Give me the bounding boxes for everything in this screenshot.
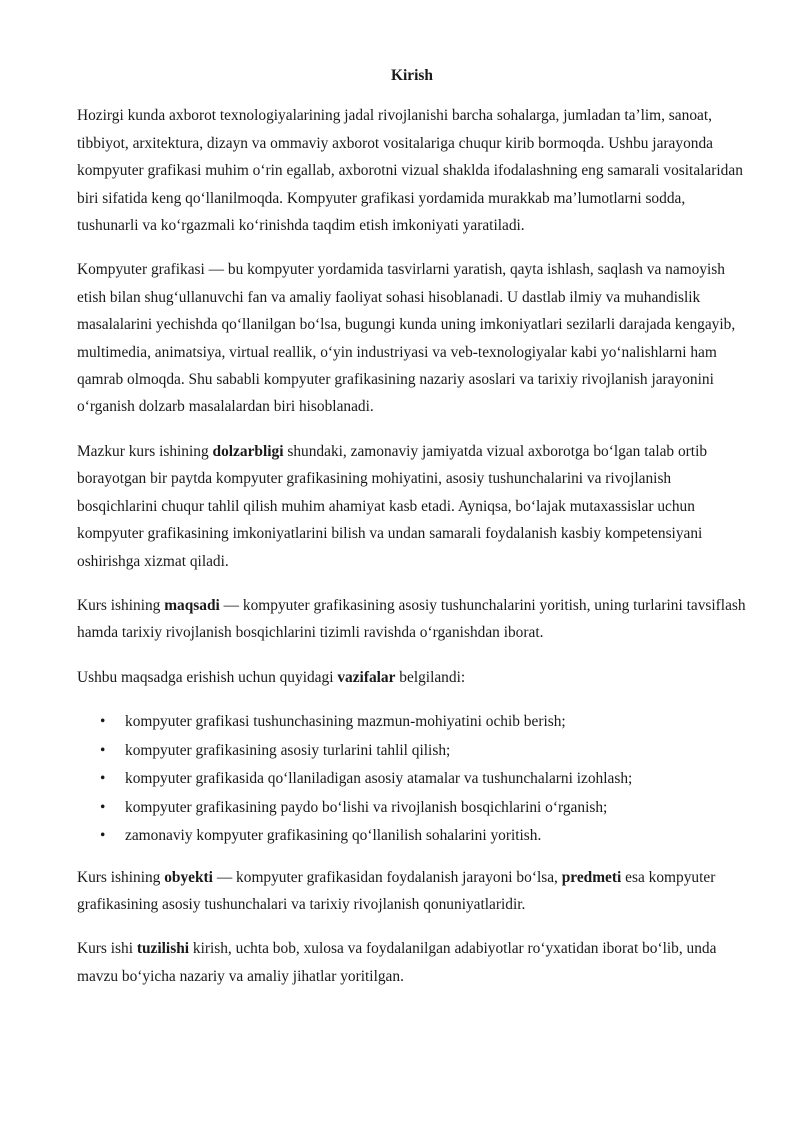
list-item-text: kompyuter grafikasining asosiy turlarini tahlil qilish; [125, 741, 451, 759]
object-text-before: Kurs ishining [77, 868, 165, 886]
list-item [77, 794, 747, 823]
structure-text-after: kirish, uchta bob, xulosa va foydalanilgan adabiyotlar roʻyxatidan iborat boʻlib, unda mavzu boʻyicha nazariy va amaliy jihatlar yoritilgan. [77, 940, 717, 985]
goal-text-before: Kurs ishining [77, 596, 165, 614]
bullet-icon: • [100, 798, 106, 816]
list-item-text: zamonaviy kompyuter grafikasining qoʻllanilish sohalarini yoritish. [125, 827, 542, 845]
list-item-text: kompyuter grafikasi tushunchasining mazmun-mohiyatini ochib berish; [125, 713, 566, 731]
paragraph-tasks-intro [77, 664, 747, 691]
list-item [77, 765, 747, 794]
bullet-icon: • [100, 770, 106, 788]
paragraph-goal [77, 592, 747, 647]
relevance-text-after: shundaki, zamonaviy jamiyatda vizual axborotga boʻlgan talab ortib borayotgan bir paytda kompyuter grafikasining mohiyatini, asosiy tushunchalarini va rivojlanish bosqichlarini chuqur tahlil qilish muhim ahamiyat kasb etadi. Ayniqsa, boʻlajak mutaxassislar uchun kompyuter grafikasining imkoniyatlarini bilish va undan samarali foydalanish kasbiy kompetensiyani oshirishga xizmat qiladi. [77, 442, 708, 570]
relevance-keyword: dolzarbligi [212, 442, 284, 460]
object-text-middle: — kompyuter grafikasidan foydalanish jarayoni boʻlsa, [212, 868, 562, 886]
bullet-icon: • [100, 713, 106, 731]
bullet-icon: • [100, 827, 106, 845]
paragraph-object-subject [77, 864, 747, 919]
object-keyword: obyekti [164, 868, 213, 886]
list-item-text: kompyuter grafikasida qoʻllaniladigan asosiy atamalar va tushunchalarni izohlash; [125, 770, 633, 788]
goal-text-after: — kompyuter grafikasining asosiy tushunchalarini yoritish, uning turlarini tavsiflash hamda tarixiy rivojlanish bosqichlarini tizimli ravishda oʻrganishdan iborat. [77, 596, 746, 642]
list-item [77, 708, 747, 737]
goal-keyword: maqsadi [164, 596, 220, 614]
subject-keyword: predmeti [561, 868, 622, 886]
paragraph-structure [77, 935, 747, 990]
tasks-intro-before: Ushbu maqsadga erishish uchun quyidagi [77, 668, 338, 686]
structure-keyword: tuzilishi [136, 940, 190, 958]
paragraph-intro: Hozirgi kunda axborot texnologiyalarining jadal rivojlanishi barcha sohalarga, jumladan ta’lim, sanoat, tibbiyot, arxitektura, dizayn va ommaviy axborot vositalariga chuqur kirib bormoqda. Ushbu jarayonda kompyuter grafikasi muhim oʻrin egallab, axborotni vizual shaklda ifodalashning eng samarali vositalaridan biri sifatida keng qoʻllanilmoqda. Kompyuter grafikasi yordamida murakkab ma’lumotlarni sodda, tushunarli va koʻrgazmali koʻrinishda taqdim etish imkoniyati yaratiladi. [77, 107, 743, 235]
structure-text-before: Kurs ishi [77, 940, 137, 958]
list-item [77, 737, 747, 766]
page-title: Kirish [391, 67, 433, 84]
bullet-icon: • [100, 741, 106, 759]
tasks-list [77, 708, 747, 851]
relevance-text-before: Mazkur kurs ishining [77, 442, 213, 460]
list-item-text: kompyuter grafikasining paydo boʻlishi va rivojlanish bosqichlarini oʻrganish; [125, 798, 608, 816]
paragraph-relevance [77, 438, 747, 575]
tasks-keyword: vazifalar [337, 668, 396, 686]
list-item [77, 822, 747, 851]
tasks-intro-after: belgilandi: [395, 668, 466, 686]
paragraph-definition: Kompyuter grafikasi — bu kompyuter yordamida tasvirlarni yaratish, qayta ishlash, saqlash va namoyish etish bilan shugʻullanuvchi fan va amaliy faoliyat sohasi hisoblanadi. U dastlab ilmiy va muhandislik masalalarini yechishda qoʻllanilgan boʻlsa, bugungi kunda uning imkoniyatlari sezilarli darajada kengayib, multimedia, animatsiya, virtual reallik, oʻyin industriyasi va veb-texnologiyalar kabi yoʻnalishlarni ham qamrab olmoqda. Shu sababli kompyuter grafikasining nazariy asoslari va tarixiy rivojlanish jarayonini oʻrganish dolzarb masalalardan biri hisoblanadi. [77, 261, 736, 416]
subject-text-after: esa kompyuter grafikasining asosiy tushunchalari va tarixiy rivojlanish qonuniyatlaridir. [77, 868, 716, 914]
document-body [77, 62, 747, 1007]
